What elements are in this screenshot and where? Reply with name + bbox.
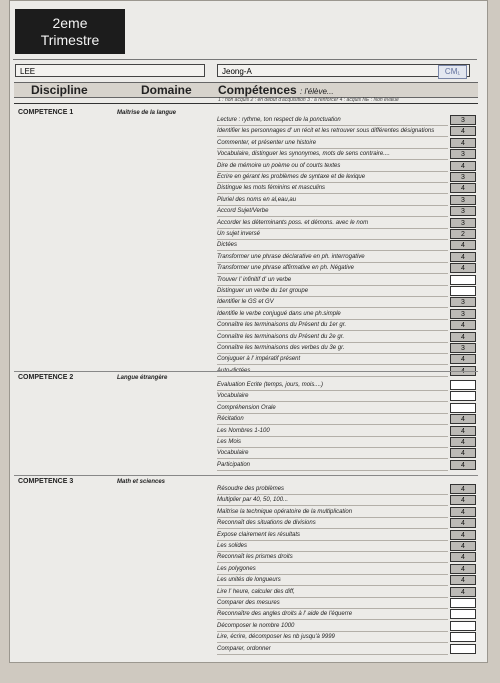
score-cell (450, 609, 476, 619)
score-cell (450, 286, 476, 296)
competence-label: Ecrire en gérant les problèmes de syntaxe et de lexique (217, 174, 366, 180)
score-cell (450, 598, 476, 608)
score-cell: 4 (450, 183, 476, 193)
score-cell: 4 (450, 484, 476, 494)
competence-label: Les Mois (217, 439, 242, 445)
competence-label: Accord Sujet/Verbe (217, 208, 269, 215)
competence-label: Multiplier par 40, 50, 100... (217, 497, 289, 504)
score-cell: 3 (450, 172, 476, 182)
domain-title: Maîtrise de la langue (117, 110, 177, 116)
competence-row (217, 309, 476, 320)
competence-row (217, 229, 476, 240)
score-cell: 3 (450, 343, 476, 353)
competence-row (217, 598, 476, 609)
last-name-value: LEE (20, 67, 36, 76)
competence-row (217, 564, 476, 575)
competence-row (217, 218, 476, 229)
competence-label: Décomposer le nombre 1000 (217, 622, 295, 629)
competence-label: Lecture : rythme, ton respect de la ponctuation (217, 117, 341, 123)
score-cell: 4 (450, 530, 476, 540)
score-cell: 4 (450, 354, 476, 364)
competence-label: Comparer des mesures (217, 600, 280, 606)
competence-row (217, 437, 476, 448)
score-cell: 4 (450, 564, 476, 574)
score-cell (450, 380, 476, 390)
competence-row (217, 172, 476, 183)
competence-row (217, 484, 476, 495)
competence-label: Pluriel des noms en al,eau,au (217, 196, 297, 203)
competence-row (217, 507, 476, 518)
competence-row (217, 380, 476, 391)
score-cell: 3 (450, 206, 476, 216)
competence-row (217, 391, 476, 402)
competence-label: Auto-dictées (217, 367, 251, 374)
competence-row (217, 644, 476, 655)
score-cell (450, 403, 476, 413)
score-cell (450, 632, 476, 642)
competence-label: Expose clairement les résultats (217, 531, 301, 538)
competence-label: Les solides (217, 543, 248, 549)
competence-label: Conjuguer à l' impératif présent (217, 356, 301, 363)
header-discipline: Discipline (31, 83, 88, 97)
competence-label: Connaître les terminaisons du Présent du 2e gr. (217, 333, 345, 340)
header-rule-bottom (14, 103, 478, 104)
score-cell: 4 (450, 518, 476, 528)
competence-row (217, 115, 476, 126)
competence-row (217, 403, 476, 414)
score-cell: 4 (450, 126, 476, 136)
score-cell (450, 644, 476, 654)
score-cell: 4 (450, 320, 476, 330)
competence-row (217, 354, 476, 365)
score-cell: 4 (450, 437, 476, 447)
competence-label: Résoudre des problèmes (217, 486, 285, 492)
competence-label: Commenter, et présenter une histoire (217, 139, 317, 146)
competence-row (217, 263, 476, 274)
competence-label: Un sujet inversé (217, 231, 261, 237)
score-cell: 4 (450, 507, 476, 517)
score-cell: 4 (450, 495, 476, 505)
competence-label: Lire l' heure, calculer des diff, (217, 588, 295, 595)
competence-row (217, 541, 476, 552)
competence-label: Identifier les personnages d' un récit et les retrouver sous différentes désignations (217, 128, 435, 135)
score-cell: 4 (450, 541, 476, 551)
domain-title: Math et sciences (117, 479, 166, 485)
competence-label: Compréhension Orale (217, 404, 276, 411)
competence-row (217, 195, 476, 206)
competence-label: Reconnaît les prismes droits (217, 554, 293, 561)
term-line-2: Trimestre (40, 32, 100, 48)
competence-row (217, 632, 476, 643)
competence-label: Vocabulaire, distinguer les synonymes, mots de sens contraire.... (217, 151, 390, 158)
score-cell: 4 (450, 426, 476, 436)
score-cell (450, 391, 476, 401)
competence-label: Vocabulaire (217, 450, 249, 457)
score-cell: 4 (450, 460, 476, 470)
row-underline (217, 470, 448, 471)
competence-row (217, 587, 476, 598)
score-cell (450, 275, 476, 285)
score-cell: 4 (450, 414, 476, 424)
header-competences-sub: : l'élève... (300, 87, 334, 96)
score-cell (450, 621, 476, 631)
competence-row (217, 460, 476, 471)
score-cell: 4 (450, 252, 476, 262)
competence-row (217, 414, 476, 425)
competence-label: Reconnaître des angles droits à l' aide de l'équerre (217, 611, 353, 618)
header-domaine: Domaine (141, 83, 192, 97)
competence-title: COMPETENCE 1 (18, 109, 74, 116)
score-cell: 4 (450, 575, 476, 585)
score-cell: 4 (450, 552, 476, 562)
competence-row (217, 448, 476, 459)
competence-row (217, 332, 476, 343)
score-cell: 4 (450, 240, 476, 250)
competence-label: Distingue les mots féminins et masculins (217, 185, 326, 192)
first-name-value: Jeong-A (222, 67, 252, 76)
competence-row (217, 240, 476, 251)
competence-label: Comparer, ordonner (217, 645, 271, 652)
domain-title: Langue étrangère (117, 375, 168, 381)
competence-label: Reconnaît des situations de divisions (217, 520, 316, 527)
competence-row (217, 206, 476, 217)
competence-row (217, 126, 476, 137)
competence-label: Participation (217, 461, 251, 468)
section-divider (14, 371, 478, 372)
score-cell: 4 (450, 138, 476, 148)
score-cell: 4 (450, 332, 476, 342)
competence-label: Les Nombres 1-100 (217, 427, 270, 434)
score-cell: 4 (450, 161, 476, 171)
score-cell: 3 (450, 149, 476, 159)
competence-label: Vocabulaire (217, 393, 249, 400)
header-competences-label: Compétences (218, 83, 297, 97)
section-divider (14, 475, 478, 476)
competence-label: Lire, écrire, décomposer les nb jusqu'à 9999 (217, 634, 335, 641)
competence-label: Dire de mémoire un poème ou of courts textes (217, 162, 341, 169)
report-card-page (9, 0, 488, 663)
competence-label: Identifier le GS et GV (217, 299, 274, 306)
score-cell: 3 (450, 115, 476, 125)
competence-label: Dictées (217, 242, 238, 249)
competence-label: Récitation (217, 416, 244, 423)
score-cell: 3 (450, 218, 476, 228)
last-name-field (15, 64, 205, 77)
competence-row (217, 286, 476, 297)
column-header-band (14, 82, 478, 98)
score-cell: 3 (450, 297, 476, 307)
competence-title: COMPETENCE 2 (18, 374, 74, 381)
score-cell: 2 (450, 229, 476, 239)
term-line-1: 2eme (52, 15, 88, 31)
class-badge: CM₁ (438, 65, 467, 79)
competence-row (217, 297, 476, 308)
competence-label: Transformer une phrase affirmative en ph. Négative (217, 265, 354, 272)
competence-row (217, 621, 476, 632)
competence-row (217, 609, 476, 620)
competence-row (217, 552, 476, 563)
competence-row (217, 149, 476, 160)
competence-label: Les unités de longueurs (217, 577, 281, 584)
term-box (15, 9, 125, 54)
competence-row (217, 138, 476, 149)
score-cell: 3 (450, 309, 476, 319)
competence-label: Trouver l' infinitif d' un verbe (217, 276, 292, 283)
score-cell: 4 (450, 448, 476, 458)
score-legend: 1 : non acquis 2 : en début d'acquisition 3 : à renforcer 4 : acquis NE : Non évalué (218, 97, 399, 103)
score-cell: 4 (450, 587, 476, 597)
header-rule (13, 59, 477, 60)
row-underline (217, 654, 448, 655)
competence-label: Maîtrise la technique opératoire de la multiplication (217, 508, 353, 515)
score-cell: 4 (450, 366, 476, 376)
first-name-field (217, 64, 470, 77)
competence-row (217, 183, 476, 194)
competence-label: Connaître les terminaisons du Présent du 1er gr. (217, 322, 347, 329)
competence-row (217, 495, 476, 506)
competence-row (217, 518, 476, 529)
competence-row (217, 320, 476, 331)
row-underline (217, 376, 448, 377)
competence-title: COMPETENCE 3 (18, 478, 74, 485)
competence-label: Les polygones (217, 565, 256, 572)
score-cell: 4 (450, 263, 476, 273)
score-cell: 3 (450, 195, 476, 205)
competence-label: Connaître les terminaisons des verbes du 3e gr. (217, 345, 345, 351)
competence-row (217, 530, 476, 541)
competence-row (217, 426, 476, 437)
competence-row (217, 252, 476, 263)
competence-label: Accorder les déterminants poss. et démons. avec le nom (217, 219, 369, 226)
competence-row (217, 343, 476, 354)
competence-row (217, 575, 476, 586)
competence-row (217, 161, 476, 172)
competence-label: Evaluation Ecrite (temps, jours, mois....) (217, 382, 324, 388)
competence-label: Identifie le verbe conjugué dans une ph.simple (217, 310, 341, 317)
competence-label: Transformer une phrase déclarative en ph. interrogative (217, 253, 365, 260)
competence-label: Distinguer un verbe du 1er groupe (217, 288, 309, 294)
competence-row (217, 275, 476, 286)
